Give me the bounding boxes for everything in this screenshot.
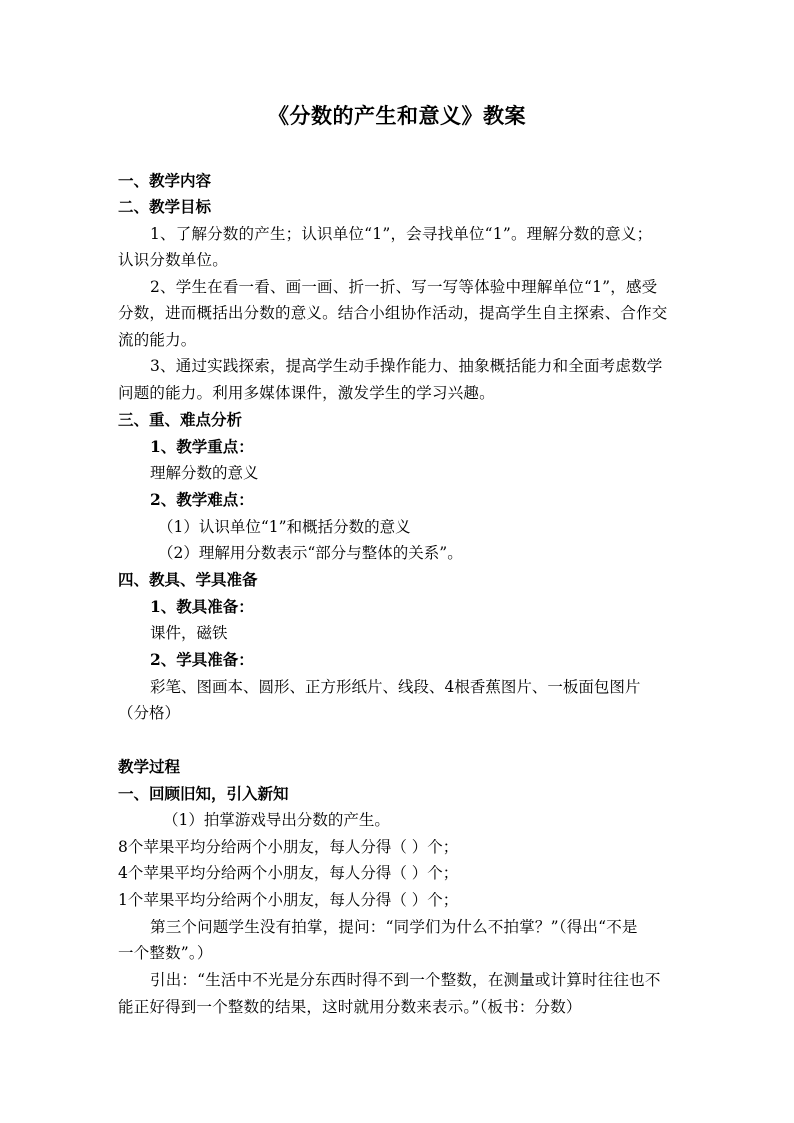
section-heading-materials: 四、教具、学具准备 [118, 570, 258, 589]
objective-2-line-3: 流的能力。 [118, 331, 197, 349]
teacher-materials-heading: 1、教具准备： [150, 597, 254, 616]
question-2: 4个苹果平均分给两个小朋友，每人分得（ ）个； [118, 864, 459, 882]
difficulty-item-2: （2）理解用分数表示“部分与整体的关系”。 [158, 544, 463, 562]
objective-3-line-1: 3、通过实践探索，提高学生动手操作能力、抽象概括能力和全面考虑数学 [150, 357, 663, 375]
section-heading-content: 一、教学内容 [118, 171, 212, 190]
teacher-materials-text: 课件，磁铁 [150, 624, 228, 642]
paragraph-1-line-1: 第三个问题学生没有拍掌，提问：“同学们为什么不拍掌？”（得出“不是 [150, 918, 638, 936]
objective-2-line-2: 分数，进而概括出分数的意义。结合小组协作活动，提高学生自主探索、合作交 [118, 304, 668, 322]
question-3: 1个苹果平均分给两个小朋友，每人分得（ ）个； [118, 891, 459, 909]
objective-1-line-2: 认识分数单位。 [118, 251, 228, 269]
student-materials-heading: 2、学具准备： [150, 650, 254, 669]
process-part-1-heading: 一、回顾旧知，引入新知 [118, 784, 289, 803]
objective-3-line-2: 问题的能力。利用多媒体课件，激发学生的学习兴趣。 [118, 384, 495, 402]
student-materials-line-1: 彩笔、图画本、圆形、正方形纸片、线段、4根香蕉图片、一板面包图片 [150, 678, 641, 696]
section-heading-key-points: 三、重、难点分析 [118, 410, 243, 429]
paragraph-2-line-1: 引出：“生活中不光是分东西时得不到一个整数，在测量或计算时往往也不 [150, 971, 661, 989]
clap-game-text: （1）拍掌游戏导出分数的产生。 [163, 811, 390, 829]
section-heading-objectives: 二、教学目标 [118, 197, 212, 216]
objective-2-line-1: 2、学生在看一看、画一画、折一折、写一写等体验中理解单位“1”，感受 [150, 278, 658, 296]
objective-1-line-1: 1、了解分数的产生；认识单位“1”，会寻找单位“1”。理解分数的意义； [150, 225, 653, 243]
key-point-text: 理解分数的意义 [150, 464, 259, 482]
paragraph-1-line-2: 一个整数”。） [118, 944, 213, 962]
question-1: 8个苹果平均分给两个小朋友，每人分得（ ）个； [118, 838, 459, 856]
paragraph-2-line-2: 能正好得到一个整数的结果，这时就用分数来表示。”（板书：分数） [118, 998, 582, 1016]
process-heading: 教学过程 [118, 757, 181, 776]
difficulty-item-1: （1）认识单位“1”和概括分数的意义 [158, 518, 411, 536]
difficulty-heading: 2、教学难点： [150, 490, 254, 509]
key-point-heading: 1、教学重点： [150, 437, 254, 456]
page-title: 《分数的产生和意义》教案 [268, 103, 526, 128]
student-materials-line-2: （分格） [118, 704, 181, 722]
